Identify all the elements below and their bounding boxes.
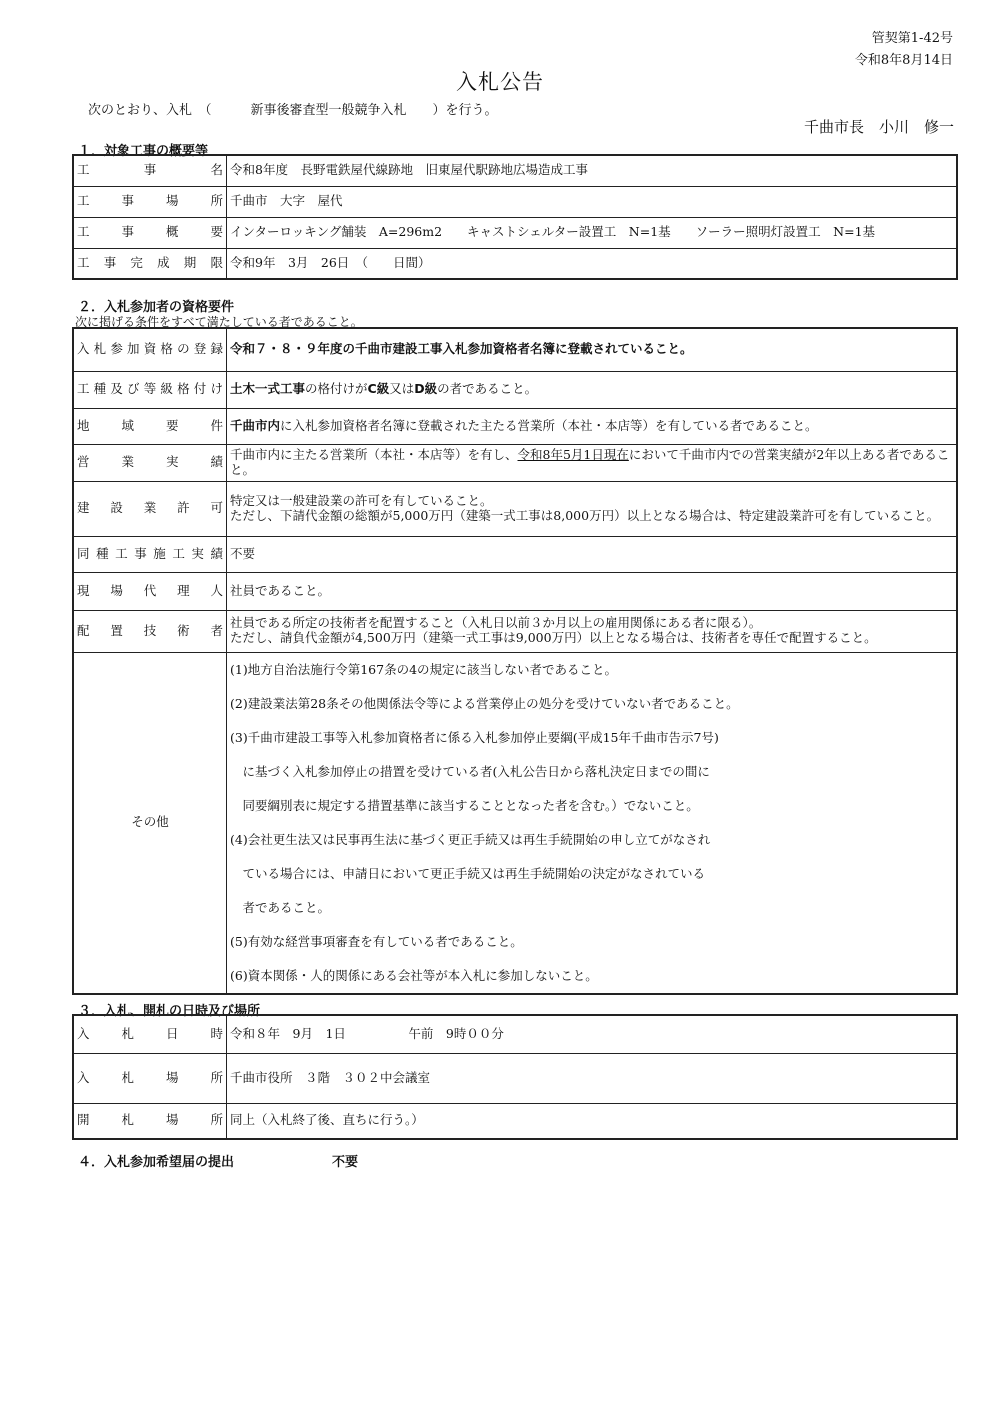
list-item: (6)資本関係・人的関係にある会社等が本入札に参加しないこと。: [230, 967, 598, 983]
table-row: [73, 1015, 957, 1053]
row-label: 配置技術者: [73, 610, 227, 652]
document-number: 管契第1-42号: [871, 31, 953, 46]
table-row: [73, 371, 957, 408]
section2-heading: ２．入札参加者の資格要件: [78, 300, 235, 315]
table-row: [73, 444, 957, 481]
opening-location: 同上（入札終了後、直ちに行う。）: [227, 1103, 958, 1139]
table-row: [73, 248, 957, 279]
work-location: 千曲市 大字 屋代: [227, 186, 958, 217]
table-row: [73, 572, 957, 610]
row-label: 地域要件: [73, 408, 227, 444]
bid-location: 千曲市役所 ３階 ３０２中会議室: [227, 1053, 958, 1103]
business-date: 令和8年5月1日現在: [517, 446, 629, 462]
row-label: 工種及び等級格付け: [73, 371, 227, 408]
registration-requirement: 令和７・８・９年度の千曲市建設工事入札参加資格者名簿に登載されていること。: [227, 328, 958, 371]
list-item: (2)建設業法第28条その他関係法令等による営業停止の処分を受けていない者であること。: [230, 695, 739, 711]
table-row: [73, 536, 957, 572]
license-line: 特定又は一般建設業の許可を有していること。: [230, 492, 493, 508]
row-label: 工事名: [73, 155, 227, 186]
section3-table: [72, 1014, 958, 1140]
region-bold: 千曲市内: [230, 417, 281, 433]
same-work-requirement: 不要: [227, 536, 958, 572]
table-row: [73, 481, 957, 536]
page-title: 入札公告: [456, 70, 544, 94]
row-label: 開札場所: [73, 1103, 227, 1139]
agent-requirement: 社員であること。: [227, 572, 958, 610]
row-label: 同種工事施工実績: [73, 536, 227, 572]
list-item: (5)有効な経営事項審査を有している者であること。: [230, 933, 523, 949]
list-item: 者であること。: [230, 899, 331, 915]
table-row: [73, 186, 957, 217]
table-row: [73, 408, 957, 444]
list-item: (4)会社更生法又は民事再生法に基づく更正手続又は再生手続開始の申し立てがなされ: [230, 831, 711, 847]
table-row: [73, 652, 957, 994]
row-label: 工事概要: [73, 217, 227, 248]
completion-deadline: 令和9年 3月 26日 （ 日間）: [227, 248, 958, 279]
section4-heading: ４．入札参加希望届の提出: [78, 1155, 235, 1170]
list-item: ている場合には、申請日において更正手続又は再生手続開始の決定がなされている: [230, 865, 706, 881]
row-label: 建設業許可: [73, 481, 227, 536]
row-label: 工事完成期限: [73, 248, 227, 279]
business-text: 千曲市内に主たる営業所（本社・本店等）を有し、: [230, 446, 518, 462]
grade-work-type: 土木一式工事: [230, 381, 306, 397]
row-label: その他: [73, 652, 227, 994]
region-text: に入札参加資格者名簿に登載された主たる営業所（本社・本店等）を有している者であること。: [280, 417, 818, 433]
list-item: に基づく入札参加停止の措置を受けている者(入札公告日から落札決定日までの間に: [230, 763, 710, 779]
section1-table: [72, 154, 958, 280]
region-requirement: [227, 408, 958, 444]
engineer-line: ただし、請負代金額が4,500万円（建築一式工事は9,000万円）以上となる場合は、技術者を専任で配置すること。: [230, 630, 877, 645]
other-requirements: [227, 652, 958, 994]
section2-note: 次に掲げる条件をすべて満たしている者であること。: [75, 315, 363, 329]
license-requirement: [227, 481, 958, 536]
row-label: 工事場所: [73, 186, 227, 217]
row-label: 入札日時: [73, 1015, 227, 1053]
table-row: [73, 155, 957, 186]
row-label: 現場代理人: [73, 572, 227, 610]
grade-text: の格付けが: [305, 381, 368, 397]
table-row: [73, 610, 957, 652]
engineer-requirement: [227, 610, 958, 652]
business-text: において千曲市内での営業実績が2年以上ある者であること。: [230, 446, 950, 477]
table-row: [73, 1053, 957, 1103]
list-item: (1)地方自治法施行令第167条の4の規定に該当しない者であること。: [230, 661, 618, 677]
business-requirement: [227, 444, 958, 481]
row-label: 入札参加資格の登録: [73, 328, 227, 371]
work-name: 令和8年度 長野電鉄屋代線跡地 旧東屋代駅跡地広場造成工事: [227, 155, 958, 186]
section3-heading: ３．入札、開札の日時及び場所: [78, 1004, 261, 1019]
issuer-name: 千曲市長 小川 修一: [803, 118, 954, 136]
bid-datetime: 令和８年 9月 1日 午前 9時００分: [227, 1015, 958, 1053]
license-line: ただし、下請代金額の総額が5,000万円（建築一式工事は8,000万円）以上となる場合は、特定建設業許可を有していること。: [230, 507, 940, 523]
grade-c: C級: [367, 381, 390, 397]
grade-requirement: [227, 371, 958, 408]
section4-value: 不要: [332, 1155, 359, 1170]
section2-table: [72, 327, 958, 995]
grade-text: 又は: [389, 381, 415, 397]
list-item: 同要綱別表に規定する措置基準に該当することとなった者を含む。）でないこと。: [230, 797, 699, 813]
row-label: 営業実績: [73, 444, 227, 481]
list-item: (3)千曲市建設工事等入札参加資格者に係る入札参加停止要綱(平成15年千曲市告示7号): [230, 729, 719, 745]
table-row: [73, 1103, 957, 1139]
row-label: 入札場所: [73, 1053, 227, 1103]
work-summary: インターロッキング舗装 A=296m2 キャストシェルター設置工 N=1基 ソーラー照明灯設置工 N=1基: [227, 217, 958, 248]
intro-text: 次のとおり、入札 （ 新事後審査型一般競争入札 ）を行う。: [88, 103, 498, 118]
table-row: [73, 217, 957, 248]
engineer-line: 社員である所定の技術者を配置すること（入札日以前３か月以上の雇用関係にある者に限る）。: [230, 615, 762, 631]
document-date: 令和8年8月14日: [854, 53, 953, 68]
grade-text: の者であること。: [437, 381, 538, 397]
section1-heading: １．対象工事の概要等: [78, 144, 209, 159]
grade-d: D級: [414, 381, 438, 397]
table-row: [73, 328, 957, 371]
